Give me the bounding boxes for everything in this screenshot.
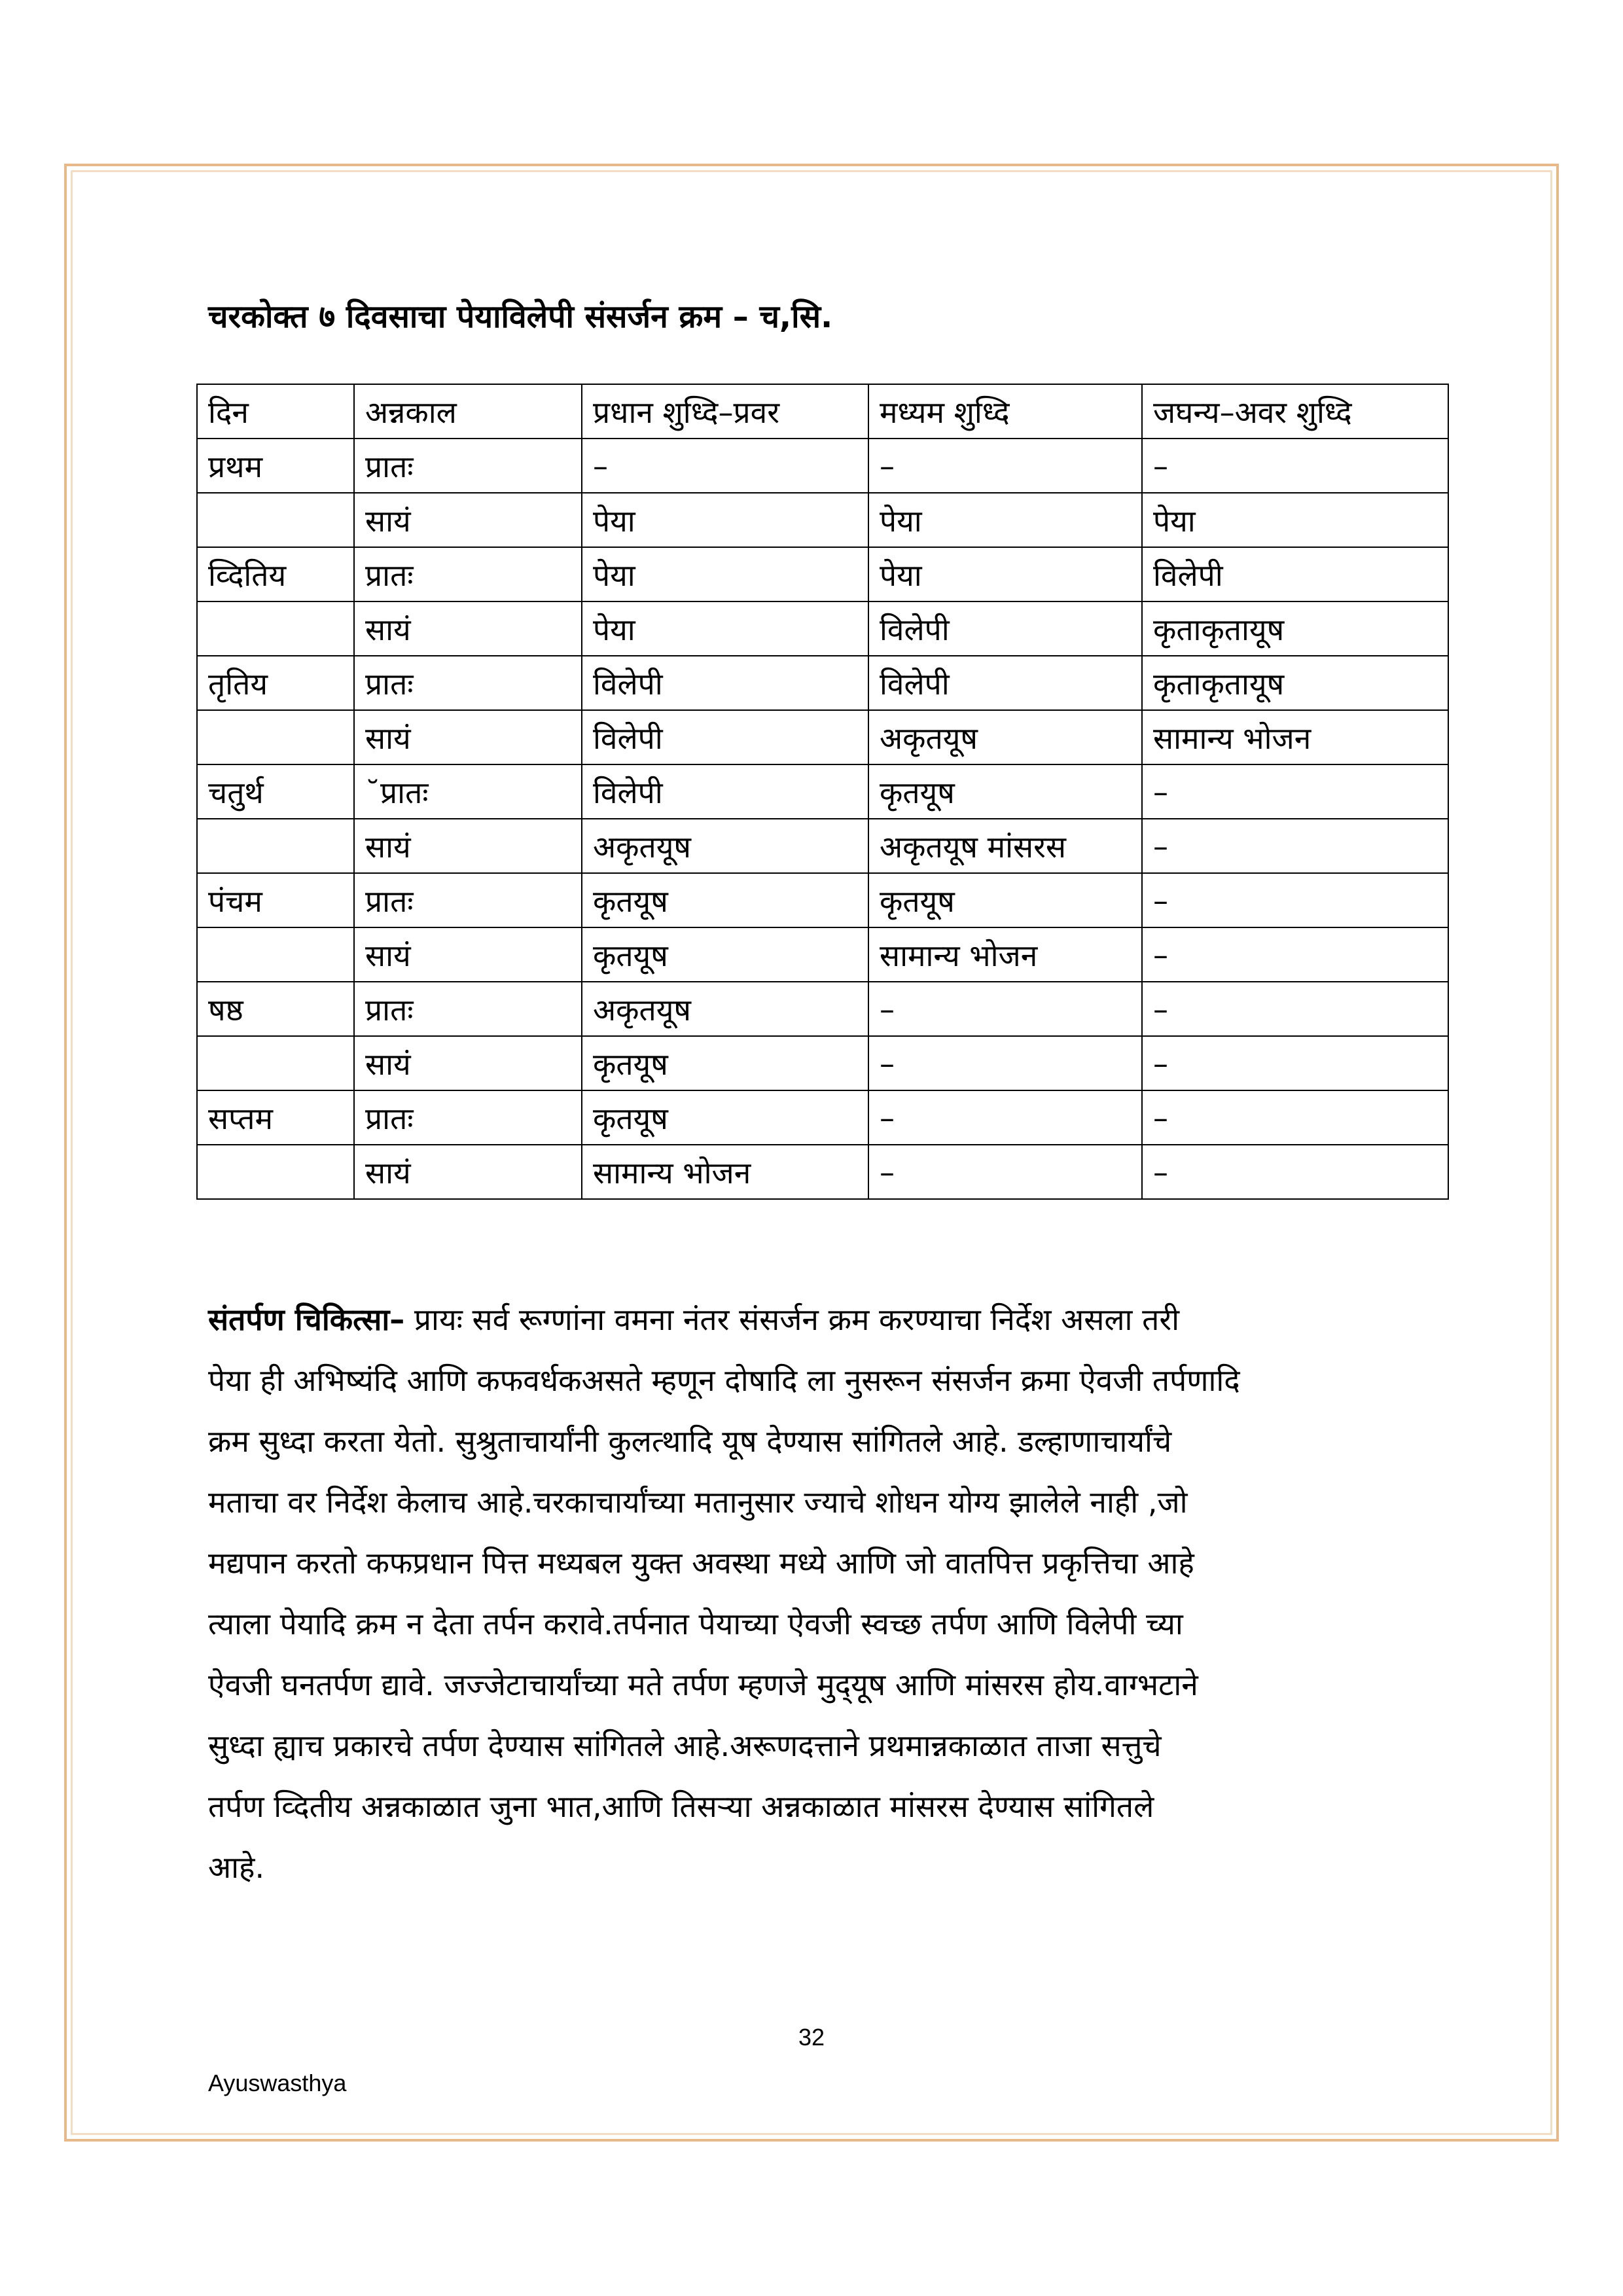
table-cell: पेया bbox=[868, 547, 1142, 601]
table-cell bbox=[197, 927, 354, 982]
table-cell: – bbox=[1142, 1145, 1448, 1199]
table-cell: – bbox=[868, 1036, 1142, 1090]
table-cell: पंचम bbox=[197, 873, 354, 927]
table-row bbox=[197, 819, 1448, 873]
table-cell: प्रातः bbox=[354, 1090, 582, 1145]
table-cell: सायं bbox=[354, 1036, 582, 1090]
table-row bbox=[197, 764, 1448, 819]
table-row bbox=[197, 547, 1448, 601]
header-cell-pradhan-shuddhi: प्रधान शुध्दि–प्रवर bbox=[582, 384, 868, 439]
table-cell: सायं bbox=[354, 1145, 582, 1199]
table-cell: विलेपी bbox=[582, 764, 868, 819]
table-cell: ˘प्रातः bbox=[354, 764, 582, 819]
footer-publication-title: Ayuswasthya bbox=[208, 2070, 347, 2096]
table-cell: कृतयूष bbox=[582, 873, 868, 927]
table-row bbox=[197, 439, 1448, 493]
paragraph-line: आहे. bbox=[208, 1850, 265, 1885]
table-cell: विलेपी bbox=[1142, 547, 1448, 601]
santarpan-paragraph bbox=[208, 1289, 1438, 1898]
table-cell: प्रातः bbox=[354, 439, 582, 493]
table-cell: कृतयूष bbox=[582, 1036, 868, 1090]
table-row bbox=[197, 1090, 1448, 1145]
table-row bbox=[197, 493, 1448, 547]
table-cell: सायं bbox=[354, 493, 582, 547]
table-cell: सायं bbox=[354, 927, 582, 982]
table-cell: – bbox=[1142, 819, 1448, 873]
table-cell: – bbox=[1142, 439, 1448, 493]
table-cell: कृतयूष bbox=[582, 927, 868, 982]
table-row bbox=[197, 982, 1448, 1036]
table-cell: सायं bbox=[354, 819, 582, 873]
table-cell: – bbox=[868, 1145, 1142, 1199]
table-header-row bbox=[197, 384, 1448, 439]
table-row bbox=[197, 1036, 1448, 1090]
table-cell: षष्ठ bbox=[197, 982, 354, 1036]
table-cell: सप्तम bbox=[197, 1090, 354, 1145]
header-cell-annakal: अन्नकाल bbox=[354, 384, 582, 439]
paragraph-line: मद्यपान करतो कफप्रधान पित्त मध्यबल युक्त अवस्था मध्ये आणि जो वातपित्त प्रकृत्तिचा आहे bbox=[208, 1545, 1194, 1581]
table-cell: व्दितिय bbox=[197, 547, 354, 601]
paragraph-line: त्याला पेयादि क्रम न देता तर्पन करावे.तर्पनात पेयाच्या ऐवजी स्वच्छ तर्पण आणि विलेपी च्या bbox=[208, 1606, 1183, 1641]
page-number: 32 bbox=[798, 2024, 825, 2051]
paragraph-line bbox=[208, 1289, 1438, 1350]
header-cell-madhyam-shuddhi: मध्यम शुध्दि bbox=[868, 384, 1142, 439]
paragraph-line: ऐवजी घनतर्पण द्यावे. जज्जेटाचार्यांच्या मते तर्पण म्हणजे मुद्‌यूष आणि मांसरस होय.वाग्भटाने bbox=[208, 1667, 1198, 1702]
table-cell: सामान्य भोजन bbox=[868, 927, 1142, 982]
table-cell: पेया bbox=[582, 493, 868, 547]
table-row bbox=[197, 1145, 1448, 1199]
table-heading: चरकोक्त ७ दिवसाचा पेयाविलेपी संसर्जन क्रम – च,सि. bbox=[208, 298, 833, 335]
table-cell bbox=[197, 601, 354, 656]
header-cell-din: दिन bbox=[197, 384, 354, 439]
table-cell: – bbox=[868, 1090, 1142, 1145]
table-row bbox=[197, 656, 1448, 710]
table-cell: – bbox=[868, 982, 1142, 1036]
table-cell: पेया bbox=[868, 493, 1142, 547]
table-cell bbox=[197, 493, 354, 547]
table-cell: चतुर्थ bbox=[197, 764, 354, 819]
table-cell bbox=[197, 710, 354, 764]
table-cell: कृताकृतायूष bbox=[1142, 656, 1448, 710]
table-cell bbox=[197, 819, 354, 873]
paragraph-line: पेया ही अभिष्यंदि आणि कफवर्धकअसते म्हणून दोषादि ला नुसरून संसर्जन क्रमा ऐवजी तर्पणादि bbox=[208, 1363, 1240, 1398]
table-cell: अकृतयूष bbox=[868, 710, 1142, 764]
table-cell: सायं bbox=[354, 710, 582, 764]
paragraph-line-text: प्रायः सर्व रूग्णांना वमना नंतर संसर्जन क्रम करण्याचा निर्देश असला तरी bbox=[404, 1302, 1180, 1337]
paragraph-lead-heading: संतर्पण चिकित्सा– bbox=[208, 1302, 405, 1337]
table-cell: प्रातः bbox=[354, 656, 582, 710]
table-cell: विलेपी bbox=[868, 601, 1142, 656]
table-cell: – bbox=[1142, 764, 1448, 819]
table-cell: विलेपी bbox=[582, 656, 868, 710]
paragraph-line: क्रम सुध्दा करता येतो. सुश्रुताचार्यांनी कुलत्थादि यूष देण्यास सांगितले आहे. डल्हाणाचार्यांचे bbox=[208, 1424, 1172, 1459]
table-cell: – bbox=[582, 439, 868, 493]
table-cell: – bbox=[868, 439, 1142, 493]
table-cell: प्रातः bbox=[354, 547, 582, 601]
table-cell: पेया bbox=[582, 547, 868, 601]
table-cell: – bbox=[1142, 1090, 1448, 1145]
table-row bbox=[197, 927, 1448, 982]
table-cell: प्रथम bbox=[197, 439, 354, 493]
table-cell: प्रातः bbox=[354, 873, 582, 927]
table-cell: सामान्य भोजन bbox=[1142, 710, 1448, 764]
table-cell: अकृतयूष bbox=[582, 982, 868, 1036]
table-row bbox=[197, 873, 1448, 927]
table-cell bbox=[197, 1036, 354, 1090]
table-cell: सायं bbox=[354, 601, 582, 656]
table-cell: कृतयूष bbox=[868, 764, 1142, 819]
table-cell: कृताकृतायूष bbox=[1142, 601, 1448, 656]
table-cell: कृतयूष bbox=[868, 873, 1142, 927]
table-cell: अकृतयूष मांसरस bbox=[868, 819, 1142, 873]
table-cell: – bbox=[1142, 1036, 1448, 1090]
table-cell: विलेपी bbox=[868, 656, 1142, 710]
table-cell: – bbox=[1142, 873, 1448, 927]
table-cell: विलेपी bbox=[582, 710, 868, 764]
table-cell: – bbox=[1142, 982, 1448, 1036]
table-row bbox=[197, 710, 1448, 764]
table-cell: कृतयूष bbox=[582, 1090, 868, 1145]
table-cell: सामान्य भोजन bbox=[582, 1145, 868, 1199]
table-cell: प्रातः bbox=[354, 982, 582, 1036]
paragraph-line: तर्पण व्दितीय अन्नकाळात जुना भात,आणि तिसऱ्या अन्नकाळात मांसरस देण्यास सांगितले bbox=[208, 1789, 1154, 1824]
table-cell: – bbox=[1142, 927, 1448, 982]
table-row bbox=[197, 601, 1448, 656]
header-cell-jaghanya-shuddhi: जघन्य–अवर शुध्दि bbox=[1142, 384, 1448, 439]
table-cell: अकृतयूष bbox=[582, 819, 868, 873]
paragraph-line: सुध्दा ह्याच प्रकारचे तर्पण देण्यास सांगितले आहे.अरूणदत्ताने प्रथमान्नकाळात ताजा सत्तुचे bbox=[208, 1728, 1162, 1763]
sansarjan-krama-table bbox=[196, 384, 1449, 1200]
table-cell: तृतिय bbox=[197, 656, 354, 710]
paragraph-line: मताचा वर निर्देश केलाच आहे.चरकाचार्यांच्या मतानुसार ज्याचे शोधन योग्य झालेले नाही ,जो bbox=[208, 1484, 1188, 1520]
table-cell bbox=[197, 1145, 354, 1199]
table-cell: पेया bbox=[582, 601, 868, 656]
table-cell: पेया bbox=[1142, 493, 1448, 547]
